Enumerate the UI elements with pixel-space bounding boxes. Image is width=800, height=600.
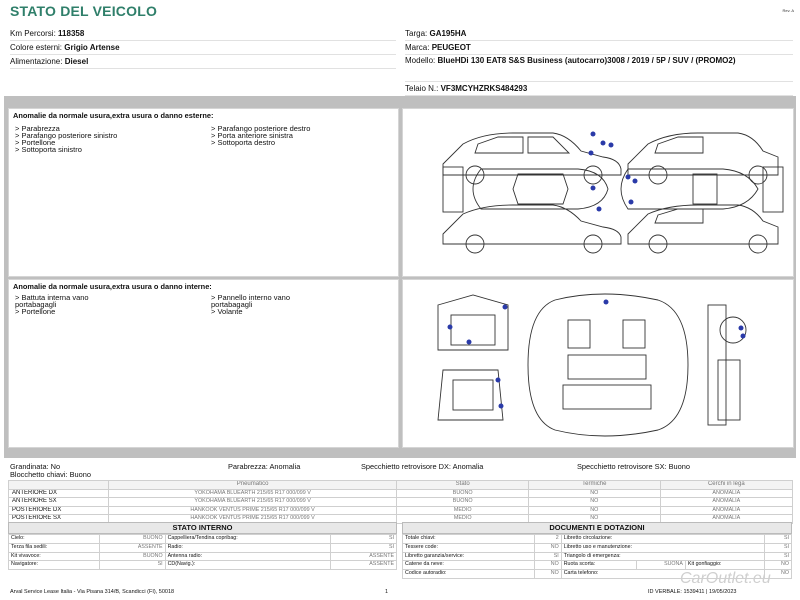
table-row bbox=[9, 489, 793, 498]
interior-state-table bbox=[8, 534, 397, 570]
kv-label: Libretto uso e manutenzione: bbox=[561, 543, 765, 552]
tyre-winter: NO bbox=[528, 506, 660, 515]
documents-heading: DOCUMENTI E DOTAZIONI bbox=[402, 522, 792, 534]
tyres-header-termiche: Termiche bbox=[528, 481, 660, 490]
tyre-rim: ANOMALIA bbox=[660, 506, 792, 515]
table-row bbox=[9, 552, 397, 561]
tyre-position: POSTERIORE SX bbox=[9, 515, 109, 524]
table-row bbox=[9, 535, 397, 544]
internal-damage-item: > Volante bbox=[211, 307, 243, 316]
kv-value: NO bbox=[535, 543, 562, 552]
kv-value: SI bbox=[99, 561, 165, 570]
tyre-condition: BUONO bbox=[397, 498, 528, 507]
internal-damage-list-panel bbox=[8, 279, 399, 448]
kv-value: BUONO bbox=[99, 535, 165, 544]
tyre-model: YOKOHAMA BLUEARTH 215/65 R17 000/099 V bbox=[108, 489, 397, 498]
tyre-rim: ANOMALIA bbox=[660, 489, 792, 498]
footer-reference: ID VERBALE: 1539411 | 19/05/2023 bbox=[648, 589, 737, 595]
external-damage-item: > Parafango posteriore sinistro bbox=[15, 131, 118, 140]
external-damage-item: > Portellone bbox=[15, 138, 56, 147]
table-row bbox=[403, 561, 792, 570]
external-damage-diagram-panel bbox=[402, 108, 794, 277]
kv-value: ASSENTE bbox=[331, 561, 397, 570]
kv-value: BUONO bbox=[99, 552, 165, 561]
targa-value: GA195HA bbox=[429, 29, 467, 38]
internal-damage-right-list bbox=[211, 294, 396, 315]
kv-label: Kit gonfiaggio: bbox=[685, 561, 764, 570]
modello-label: Modello: bbox=[405, 56, 436, 65]
tyre-winter: NO bbox=[528, 498, 660, 507]
car-interior-diagram bbox=[403, 280, 793, 447]
kv-value: NO bbox=[765, 561, 792, 570]
tyre-rim: ANOMALIA bbox=[660, 498, 792, 507]
fuel-label: Alimentazione: bbox=[10, 57, 63, 66]
targa-label: Targa: bbox=[405, 29, 428, 38]
tyre-condition: BUONO bbox=[397, 489, 528, 498]
kv-value: NO bbox=[535, 570, 562, 579]
kv-value: SI bbox=[765, 535, 792, 544]
tyres-table bbox=[8, 480, 793, 524]
external-damage-right-list bbox=[211, 125, 396, 146]
kv-label: Ruota scorta: bbox=[561, 561, 636, 570]
internal-damage-item: > Portellone bbox=[15, 307, 56, 316]
external-damage-item: > Sottoporta sinistro bbox=[15, 145, 82, 154]
tyres-header-stato: Stato bbox=[397, 481, 528, 490]
kv-value: SI bbox=[331, 535, 397, 544]
kv-label: Triangolo di emergenza: bbox=[561, 552, 765, 561]
footer-page-number: 1 bbox=[385, 589, 389, 595]
table-row bbox=[9, 543, 397, 552]
kv-value: SUONA bbox=[636, 561, 685, 570]
color-label: Colore esterni: bbox=[10, 43, 63, 52]
watermark-logo: CarOutlet.eu bbox=[680, 570, 771, 587]
external-damage-left-list bbox=[15, 125, 205, 153]
external-damage-item: > Porta anteriore sinistra bbox=[211, 131, 293, 140]
targa-row bbox=[405, 27, 793, 41]
fuel-value: Diesel bbox=[64, 57, 89, 66]
telaio-label: Telaio N.: bbox=[405, 84, 439, 93]
kv-label: Catene da neve: bbox=[403, 561, 535, 570]
kv-label: Cappelliera/Tendina copribag: bbox=[165, 535, 331, 544]
kv-label: Libretto garanzia/service: bbox=[403, 552, 535, 561]
km-row bbox=[10, 27, 396, 41]
tyres-header-pneumatico: Pneumatico bbox=[108, 481, 397, 490]
kv-value: NO bbox=[765, 570, 792, 579]
kv-value: NO bbox=[535, 561, 562, 570]
internal-damage-heading: Anomalie da normale usura,extra usura o danno interne: bbox=[13, 282, 212, 291]
interior-state-heading: STATO INTERNO bbox=[8, 522, 397, 534]
modello-row bbox=[405, 55, 793, 82]
marca-value: PEUGEOT bbox=[431, 43, 471, 52]
km-value: 118358 bbox=[58, 29, 85, 38]
tyre-position: POSTERIORE DX bbox=[9, 506, 109, 515]
color-value: Grigio Artense bbox=[64, 43, 120, 52]
kv-value: SI bbox=[765, 543, 792, 552]
external-damage-item: > Parabrezza bbox=[15, 124, 60, 133]
external-damage-list-panel bbox=[8, 108, 399, 277]
kv-label: Radio: bbox=[165, 543, 331, 552]
marca-row bbox=[405, 41, 793, 55]
tyres-header-row bbox=[9, 481, 793, 490]
kv-label: Carta telefono: bbox=[561, 570, 765, 579]
tyre-model: HANKOOK VENTUS PRIME 215/65 R17 000/099 V bbox=[108, 506, 397, 515]
internal-damage-item: portabagagli bbox=[211, 300, 253, 309]
kv-label: Codice autoradio: bbox=[403, 570, 535, 579]
page-title: STATO DEL VEICOLO bbox=[10, 3, 158, 19]
mirror-dx-status: Specchietto retrovisore DX: Anomalia bbox=[361, 462, 484, 471]
key-block-status: Blocchetto chiavi: Buono bbox=[10, 470, 91, 479]
internal-damage-diagram-panel bbox=[402, 279, 794, 448]
kv-label: Antenna radio: bbox=[165, 552, 331, 561]
tyre-model: HANKOOK VENTUS PRIME 215/65 R17 000/099 V bbox=[108, 515, 397, 524]
tyres-header-cerchi: Cerchi in lega bbox=[660, 481, 792, 490]
internal-damage-item: portabagagli bbox=[15, 300, 57, 309]
telaio-value: VF3MCYHZRKS484293 bbox=[440, 84, 528, 93]
external-damage-heading: Anomalie da normale usura,extra usura o danno esterne: bbox=[13, 111, 214, 120]
car-exterior-diagram bbox=[403, 109, 793, 276]
internal-damage-item: > Pannello interno vano bbox=[211, 293, 291, 302]
kv-label: Tessere code: bbox=[403, 543, 535, 552]
fuel-row bbox=[10, 55, 396, 69]
tyre-winter: NO bbox=[528, 515, 660, 524]
revision-label: Rev. A bbox=[782, 8, 794, 13]
telaio-row bbox=[405, 82, 793, 96]
external-damage-item: > Parafango posteriore destro bbox=[211, 124, 311, 133]
kv-label: Cielo: bbox=[9, 535, 100, 544]
tyre-position: ANTERIORE SX bbox=[9, 498, 109, 507]
hail-status: Grandinata: No bbox=[10, 462, 61, 471]
kv-label: Terza fila sedili: bbox=[9, 543, 100, 552]
kv-value: 2 bbox=[535, 535, 562, 544]
kv-label: Navigatore: bbox=[9, 561, 100, 570]
tyres-header-blank bbox=[9, 481, 109, 490]
kv-label: Totale chiavi: bbox=[403, 535, 535, 544]
kv-value: SI bbox=[765, 552, 792, 561]
internal-damage-left-list bbox=[15, 294, 205, 315]
tyre-model: YOKOHAMA BLUEARTH 215/65 R17 000/099 V bbox=[108, 498, 397, 507]
external-damage-item: > Sottoporta destro bbox=[211, 138, 275, 147]
tyre-condition: MEDIO bbox=[397, 515, 528, 524]
color-row bbox=[10, 41, 396, 55]
kv-value: SI bbox=[535, 552, 562, 561]
vehicle-info-left bbox=[10, 27, 396, 69]
table-row bbox=[403, 535, 792, 544]
kv-label: CD(Navig.): bbox=[165, 561, 331, 570]
kv-label: Kit vivavoce: bbox=[9, 552, 100, 561]
marca-label: Marca: bbox=[405, 43, 430, 52]
modello-value: BlueHDi 130 EAT8 S&S Business (autocarro)3008 / 2019 / 5P / SUV / (PROMO2) bbox=[437, 56, 736, 65]
kv-value: ASSENTE bbox=[331, 552, 397, 561]
kv-label: Libretto circolazione: bbox=[561, 535, 765, 544]
tyre-rim: ANOMALIA bbox=[660, 515, 792, 524]
windshield-status: Parabrezza: Anomalia bbox=[228, 462, 301, 471]
mirror-sx-status: Specchietto retrovisore SX: Buono bbox=[577, 462, 690, 471]
table-row bbox=[9, 561, 397, 570]
tyre-position: ANTERIORE DX bbox=[9, 489, 109, 498]
interior-state-section bbox=[8, 522, 397, 570]
kv-value: ASSENTE bbox=[99, 543, 165, 552]
kv-value: SI bbox=[331, 543, 397, 552]
tyre-condition: MEDIO bbox=[397, 506, 528, 515]
footer-address: Arval Service Lease Italia - Via Pisana 314/B, Scandicci (FI), 50018 bbox=[10, 589, 175, 595]
table-row bbox=[9, 506, 793, 515]
table-row bbox=[403, 543, 792, 552]
tyre-winter: NO bbox=[528, 489, 660, 498]
table-row bbox=[9, 498, 793, 507]
table-row bbox=[403, 552, 792, 561]
km-label: Km Percorsi: bbox=[10, 29, 56, 38]
internal-damage-item: > Battuta interna vano bbox=[15, 293, 89, 302]
